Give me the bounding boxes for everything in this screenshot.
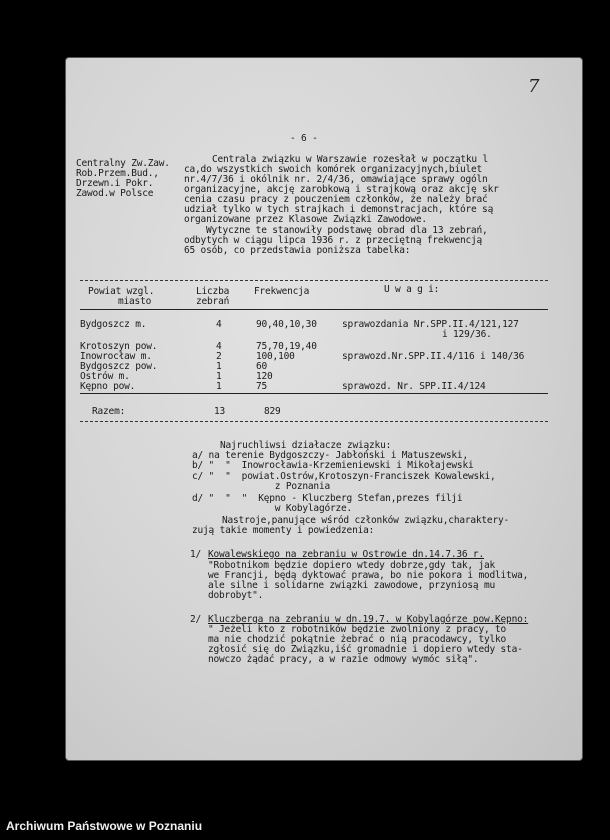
quote-number: 2/	[190, 614, 202, 625]
total-meetings: 13	[214, 406, 226, 417]
intro-line: ca,do wszystkich swoich komórek organizacyjnych,biulet	[184, 164, 483, 175]
activist-line: z Poznania	[192, 481, 330, 492]
table-header-rule	[80, 309, 548, 310]
activist-line: w Kobylagórze.	[192, 503, 353, 514]
total-attendance: 829	[264, 406, 281, 417]
sender-line: Zawod.w Polsce	[76, 188, 154, 199]
row-county: Ostrów m.	[80, 371, 130, 382]
intro-line: organizacyjne, akcję zarobkową i strajkową oraz akcję skr	[184, 184, 499, 195]
row-attendance: 100,100	[256, 351, 295, 362]
quote-line: nowczo żądać pracy, a w razie odmowy wymóc siłą".	[208, 654, 479, 665]
row-attendance: 75,70,19,40	[256, 341, 317, 352]
row-meetings: 2	[216, 351, 222, 362]
page-marker: - 6 -	[290, 133, 318, 144]
guidelines-line: 65 osób, co przedstawia poniższa tabelka:	[184, 245, 411, 256]
row-county: Krotoszyn pow.	[80, 341, 158, 352]
quote-line: "Robotnikom będzie dopiero wtedy dobrze,gdy tak, jak	[208, 560, 496, 571]
intro-line: nr.4/7/36 i okólnik nr. 2/4/36, omawiające sprawy ogóln	[184, 174, 488, 185]
activist-line: b/ " " Inowrocławia-Krzemieniewski i Mikołajewski	[192, 460, 474, 471]
quote-line: " Jeżeli kto z robotników będzie zwolniony z pracy, to	[208, 624, 507, 635]
activist-line: d/ " " " Kępno - Kluczberg Stefan,prezes filji	[192, 493, 463, 504]
total-label: Razem:	[92, 406, 126, 417]
row-county: Bydgoszcz pow.	[80, 361, 158, 372]
table-bottom-rule	[80, 421, 548, 422]
intro-line: organizowane przez Klasowe Związki Zawodowe.	[184, 214, 427, 225]
handwritten-page-number: 7	[528, 76, 540, 97]
row-meetings: 1	[216, 361, 222, 372]
row-remarks-continued: i 129/36.	[442, 329, 492, 340]
header-meetings: zebrań	[196, 296, 230, 307]
row-meetings: 4	[216, 341, 222, 352]
sender-line: Rob.Przem.Bud.,	[76, 168, 159, 179]
quote-number: 1/	[190, 549, 202, 560]
quote-line: dobrobyt".	[208, 590, 264, 601]
quote-line: we Francji, będą dyktować prawa, bo nie pokora i modlitwa,	[208, 570, 529, 581]
guidelines-line: odbytych w ciągu lipca 1936 r. z przeciętną frekwencją	[184, 235, 483, 246]
row-remarks: sprawozd.Nr.SPP.II.4/116 i 140/36	[342, 351, 525, 362]
row-county: Inowrocław m.	[80, 351, 152, 362]
row-remarks: sprawozdania Nr.SPP.II.4/121,127	[342, 319, 519, 330]
quote-line: zgłosić się do Związku,iść gromadnie i dopiero wtedy sta-	[208, 644, 523, 655]
moods-line: zują takie momenty i powiedzenia:	[192, 525, 375, 536]
quote-line: ma nie chodzić pokątnie żebrać o nią pracodawcy, tylko	[208, 634, 507, 645]
header-county: Powiat wzgl.	[88, 286, 155, 297]
quote-line: ale silne i solidarne związki zawodowe, przyniosą mu	[208, 580, 496, 591]
header-remarks: U w a g i:	[384, 284, 440, 295]
document-page	[66, 58, 582, 760]
row-meetings: 1	[216, 371, 222, 382]
row-county: Kępno pow.	[80, 381, 136, 392]
sender-line: Centralny Zw.Zaw.	[76, 158, 170, 169]
header-attendance: Frekwencja	[254, 286, 310, 297]
activists-heading: Najruchliwsi działacze związku:	[220, 440, 392, 451]
row-meetings: 4	[216, 319, 222, 330]
activist-line: a/ na terenie Bydgoszczy- Jabłoński i Matuszewski,	[192, 450, 468, 461]
table-total-rule	[80, 393, 548, 394]
quote-source: Kowalewskiego na zebraniu w Ostrowie dn.14.7.36 r.	[208, 549, 484, 560]
header-meetings: Liczba	[196, 286, 230, 297]
activist-line: c/ " " powiat.Ostrów,Krotoszyn-Franciszek Kowalewski,	[192, 471, 496, 482]
intro-line: Centrala związku w Warszawie rozesłał w początku l	[212, 154, 488, 165]
row-attendance: 60	[256, 361, 268, 372]
moods-line: Nastroje,panujące wśród członków związku,charaktery-	[222, 515, 510, 526]
row-remarks: sprawozd. Nr. SPP.II.4/124	[342, 381, 486, 392]
table-top-rule	[80, 280, 548, 281]
row-meetings: 1	[216, 381, 222, 392]
row-attendance: 90,40,10,30	[256, 319, 317, 330]
row-attendance: 75	[256, 381, 268, 392]
header-county: miasto	[118, 296, 152, 307]
guidelines-line: Wytyczne te stanowiły podstawę obrad dla 13 zebrań,	[206, 225, 488, 236]
archive-footer	[0, 812, 610, 840]
archive-label: Archiwum Państwowe w Poznaniu	[6, 819, 203, 833]
intro-line: cenia czasu pracy z pouczeniem członków, że należy brać	[184, 194, 488, 205]
row-county: Bydgoszcz m.	[80, 319, 147, 330]
row-attendance: 120	[256, 371, 273, 382]
intro-line: udział tylko w tych strajkach i demonstracjach, które są	[184, 204, 494, 215]
sender-line: Drzewn.i Pokr.	[76, 178, 154, 189]
quote-source: Kluczberga na zebraniu w dn.19.7. w Kobylagórze pow.Kępno:	[208, 614, 529, 625]
